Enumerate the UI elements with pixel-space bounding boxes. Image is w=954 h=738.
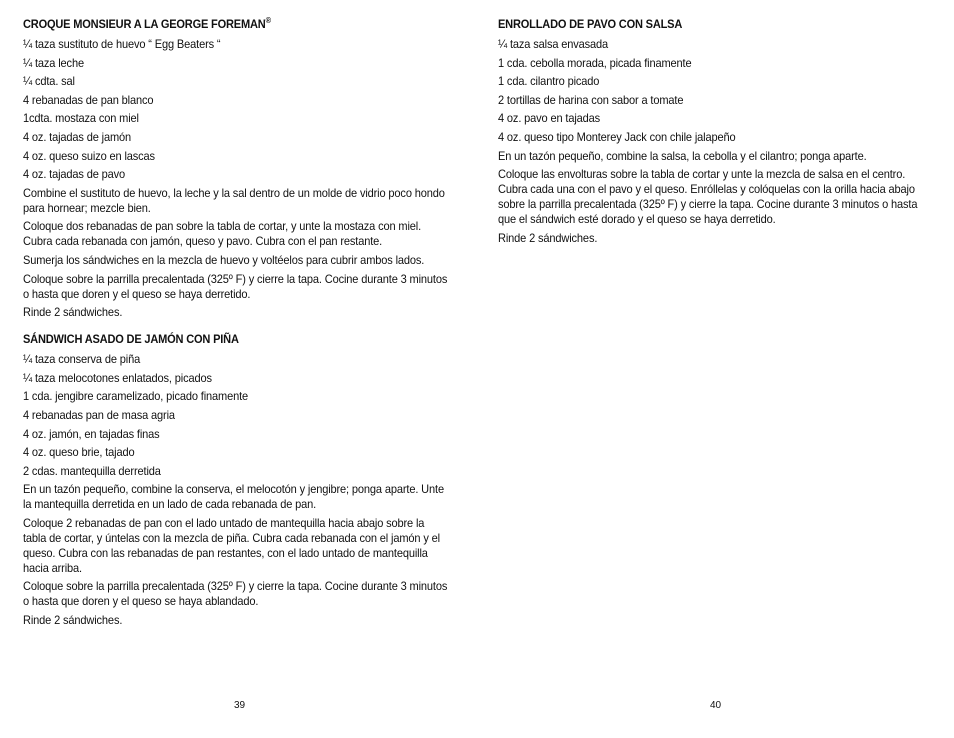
recipe-title: SÁNDWICH ASADO DE JAMÓN CON PIÑA [23, 332, 239, 347]
registered-mark: ® [265, 16, 271, 25]
instruction-step: En un tazón pequeño, combine la conserva, el melocotón y jengibre; ponga aparte. Unte la mantequilla derretida en un lado de cada rebanada de pan. [23, 482, 444, 512]
instruction-step: Coloque las envolturas sobre la tabla de cortar y unte la mezcla de salsa en el centro. Cubra cada una con el pavo y el queso. Enróllelas y colóquelas con la orilla hacia abajo sobre la parrilla precalentada (325º F) y cierre la tapa. Cocine durante 3 minutos o hasta que el sándwich esté dorado y el queso se haya derretido. [498, 167, 918, 227]
ingredient: 4 oz. pavo en tajadas [498, 111, 601, 126]
ingredient: 4 oz. queso tipo Monterey Jack con chile jalapeño [498, 129, 736, 144]
recipe-title: CROQUE MONSIEUR A LA GEORGE FOREMAN® [23, 16, 271, 31]
ingredient: 4 rebanadas pan de masa agria [23, 407, 175, 422]
ingredient: 2 cdas. mantequilla derretida [23, 463, 161, 478]
servings: Rinde 2 sándwiches. [23, 305, 123, 320]
page-number: 39 [234, 700, 246, 711]
ingredient: ¼ taza sustituto de huevo “ Egg Beaters “ [23, 37, 221, 51]
recipe-title: ENROLLADO DE PAVO CON SALSA [498, 17, 683, 31]
instruction-step: Coloque sobre la parrilla precalentada (325º F) y cierre la tapa. Cocine durante 3 minutos o hasta que doren y el queso se haya ablandado. [23, 579, 448, 609]
instruction-step: Coloque 2 rebanadas de pan con el lado untado de mantequilla hacia abajo sobre la tabla de cortar, y úntelas con la mezcla de piña. Cubra cada rebanada con el jamón y el queso. Cubra con las rebanadas de pan restantes, con el lado untado de mantequilla hacia arriba. [23, 515, 440, 575]
ingredient: 4 oz. tajadas de jamón [23, 129, 132, 144]
page-right [498, 0, 938, 738]
ingredient: 4 oz. queso suizo en lascas [23, 148, 155, 163]
ingredient: 4 oz. tajadas de pavo [23, 167, 126, 182]
recipe-croque-monsieur [23, 17, 453, 320]
ingredient: ¼ taza conserva de piña [23, 352, 141, 367]
page-content [23, 17, 453, 632]
recipe-enrollado-pavo [498, 17, 938, 246]
ingredient: 4 oz. queso brie, tajado [23, 445, 135, 460]
recipe-sandwich-jamon-pina [23, 332, 453, 628]
ingredient: 4 oz. jamón, en tajadas finas [23, 426, 160, 441]
page-number: 40 [710, 700, 722, 711]
ingredient: 4 rebanadas de pan blanco [23, 92, 154, 107]
ingredient: ¼ cdta. sal [23, 74, 75, 89]
page-left [23, 0, 453, 738]
instruction-step: Sumerja los sándwiches en la mezcla de huevo y voltéelos para cubrir ambos lados. [23, 252, 425, 267]
ingredient: ¼ taza melocotones enlatados, picados [23, 370, 212, 385]
instruction-step: En un tazón pequeño, combine la salsa, la cebolla y el cilantro; ponga aparte. [498, 148, 867, 163]
ingredient: ¼ taza leche [23, 55, 84, 70]
servings: Rinde 2 sándwiches. [23, 613, 123, 628]
instruction-step: Coloque sobre la parrilla precalentada (325º F) y cierre la tapa. Cocine durante 3 minutos o hasta que doren y el queso se haya derretido. [23, 271, 448, 301]
servings: Rinde 2 sándwiches. [498, 230, 598, 245]
ingredient: 1cdta. mostaza con miel [23, 111, 139, 126]
ingredient: 1 cda. cebolla morada, picada finamente [498, 55, 692, 70]
ingredient: 2 tortillas de harina con sabor a tomate [498, 92, 684, 107]
ingredient: 1 cda. jengibre caramelizado, picado finamente [23, 389, 249, 404]
instruction-step: Combine el sustituto de huevo, la leche y la sal dentro de un molde de vidrio poco hondo para hornear; mezcle bien. [23, 185, 445, 215]
ingredient: 1 cda. cilantro picado [498, 74, 600, 89]
page-content [498, 17, 938, 249]
ingredient: ¼ taza salsa envasada [498, 37, 609, 51]
instruction-step: Coloque dos rebanadas de pan sobre la tabla de cortar, y unte la mostaza con miel. Cubra cada rebanada con jamón, queso y pavo. Cubra con el pan restante. [23, 219, 422, 249]
